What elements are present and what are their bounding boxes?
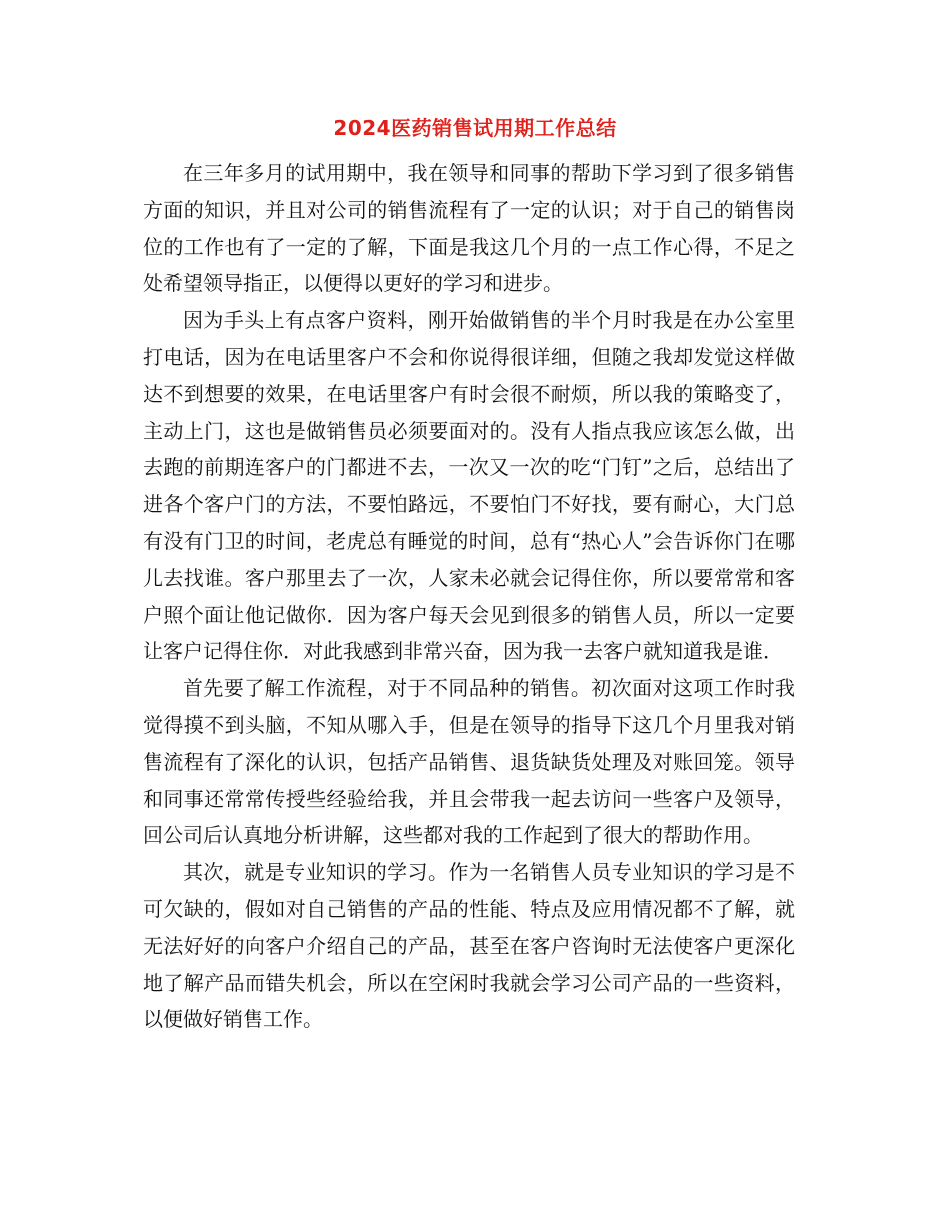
paragraph-3: 首先要了解工作流程，对于不同品种的销售。初次面对这项工作时我觉得摸不到头脑，不知从哪入手，但是在领导的指导下这几个月里我对销售流程有了深化的认识，包括产品销售、退货缺货处理及对账回笼。领导和同事还常常传授些经验给我，并且会带我一起去访问一些客户及领导，回公司后认真地分析讲解，这些都对我的工作起到了很大的帮助作用。 (143, 676, 795, 848)
paragraph-1: 在三年多月的试用期中，我在领导和同事的帮助下学习到了很多销售方面的知识，并且对公司的销售流程有了一定的认识；对于自己的销售岗位的工作也有了一定的了解，下面是我这几个月的一点工作心得，不足之处希望领导指正，以便得以更好的学习和进步。 (143, 161, 795, 296)
paragraph-2: 因为手头上有点客户资料，刚开始做销售的半个月时我是在办公室里打电话，因为在电话里客户不会和你说得很详细，但随之我却发觉这样做达不到想要的效果，在电话里客户有时会很不耐烦，所以我的策略变了，主动上门，这也是做销售员必须要面对的。没有人指点我应该怎么做，出去跑的前期连客户的门都进不去，一次又一次的吃“门钉”之后，总结出了进各个客户门的方法，不要怕路远，不要怕门不好找，要有耐心，大门总有没有门卫的时间，老虎总有睡觉的时间，总有“热心人”会告诉你门在哪儿去找谁。客户那里去了一次，人家未必就会记得住你，所以要常常和客户照个面让他记做你．因为客户每天会见到很多的销售人员，所以一定要让客户记得住你．对此我感到非常兴奋，因为我一去客户就知道我是谁． (143, 308, 795, 664)
document-title: 2024医药销售试用期工作总结 (333, 116, 617, 140)
paragraph-4: 其次，就是专业知识的学习。作为一名销售人员专业知识的学习是不可欠缺的，假如对自己销售的产品的性能、特点及应用情况都不了解，就无法好好的向客户介绍自己的产品，甚至在客户咨询时无法使客户更深化地了解产品而错失机会，所以在空闲时我就会学习公司产品的一些资料，以便做好销售工作。 (143, 860, 795, 1032)
document-body (143, 155, 795, 1038)
